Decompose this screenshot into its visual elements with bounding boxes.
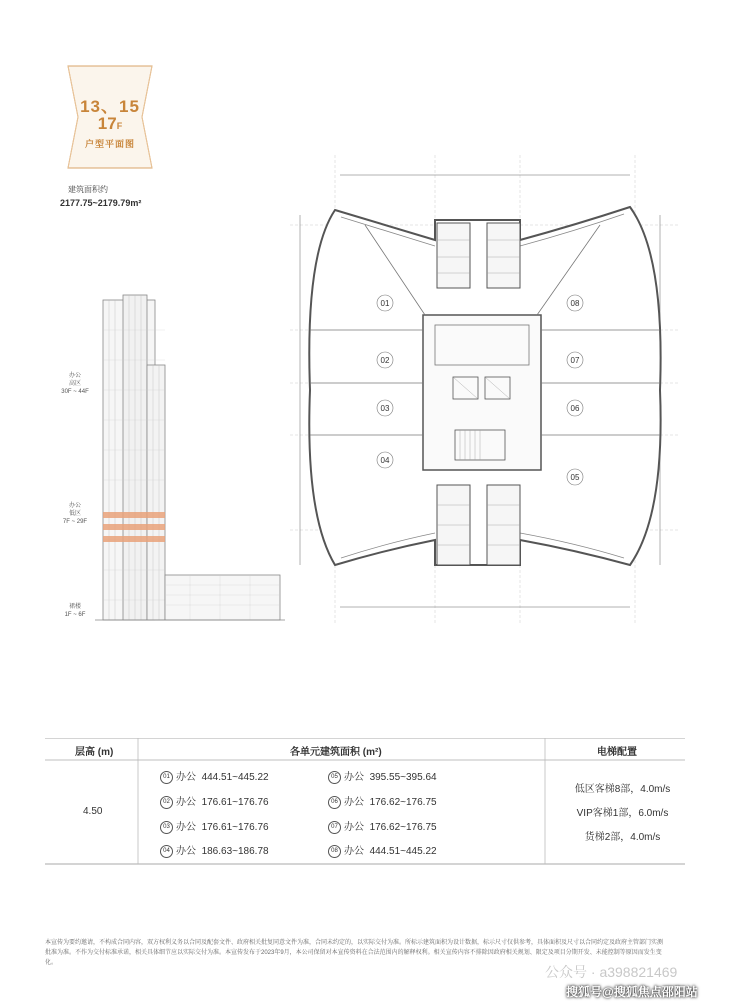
col-floor-height-header: 层高 (m) [75,747,114,758]
watermark-sohu: 搜狐号@搜狐焦点邵阳站 [566,985,698,999]
watermark-wechat: 公众号 · a398821469 [545,964,678,980]
area-label: 建筑面积约 [68,185,108,194]
unit-row: 05 办公 395.55~395.64 [328,768,437,784]
unit-label-02: 02 [380,356,390,365]
floor-band-13 [103,512,165,518]
unit-label-03: 03 [380,404,390,413]
disclaimer-text: 本宣传为要约邀请，不构成合同内容，双方权利义务以合同及配套文件、政府相关批复同意文件为准，合同未约定的，以实际交付为准。所标示建筑面积为设计数据，标示尺寸仅供参考，具体面积及尺寸以合同约定及政府主管部门实测批准为准。不作为交付标准承诺，相关具体细节应以实际交付为准。本宣传发布于2023年9月，本公司保留对本宣传资料在合法范围内的解释权利。相关宣传内容不排除因政府相关规划、限定及项目分期开发、未能控制等原因而发生变化。 [45,940,664,966]
floor-band-17 [103,536,165,542]
zone-low-label: 办公 低区 7F ~ 29F [62,503,88,525]
floor-badge [60,62,160,172]
unit-label-06: 06 [570,404,580,413]
floor-plan [275,145,695,635]
elevator-low: 低区客梯8部，4.0m/s [574,784,671,795]
badge-floors: 13、15 [80,97,140,116]
elevator-freight: 货梯2部，4.0m/s [584,832,661,843]
building-elevation [95,290,285,640]
unit-label-04: 04 [380,456,390,465]
unit-row: 06 办公 176.62~176.75 [328,793,437,809]
unit-row: 08 办公 444.51~445.22 [328,842,437,858]
floor-height-value: 4.50 [83,806,103,817]
unit-label-05: 05 [570,473,580,482]
unit-row: 01 办公 444.51~445.22 [160,768,269,784]
unit-label-07: 07 [570,356,580,365]
badge-floor2: 17F [97,114,123,133]
unit-label-01: 01 [380,299,390,308]
unit-row: 02 办公 176.61~176.76 [160,793,269,809]
col-elevator-header: 电梯配置 [597,747,637,758]
unit-row: 04 办公 186.63~186.78 [160,842,269,858]
unit-row: 07 办公 176.62~176.75 [328,818,437,834]
elevator-vip: VIP客梯1部，6.0m/s [576,808,669,819]
unit-row: 03 办公 176.61~176.76 [160,818,269,834]
col-unit-area-header: 各单元建筑面积 (m²) [290,747,382,758]
area-value: 2177.75~2179.79m² [60,198,142,208]
unit-label-08: 08 [570,299,580,308]
zone-high-label: 办公 高区 30F ~ 44F [61,373,89,395]
podium [165,575,280,620]
zone-podium-label: 裙楼 1F ~ 6F [64,604,86,618]
badge-plan-title: 户型平面图 [84,139,135,149]
floor-band-15 [103,524,165,530]
